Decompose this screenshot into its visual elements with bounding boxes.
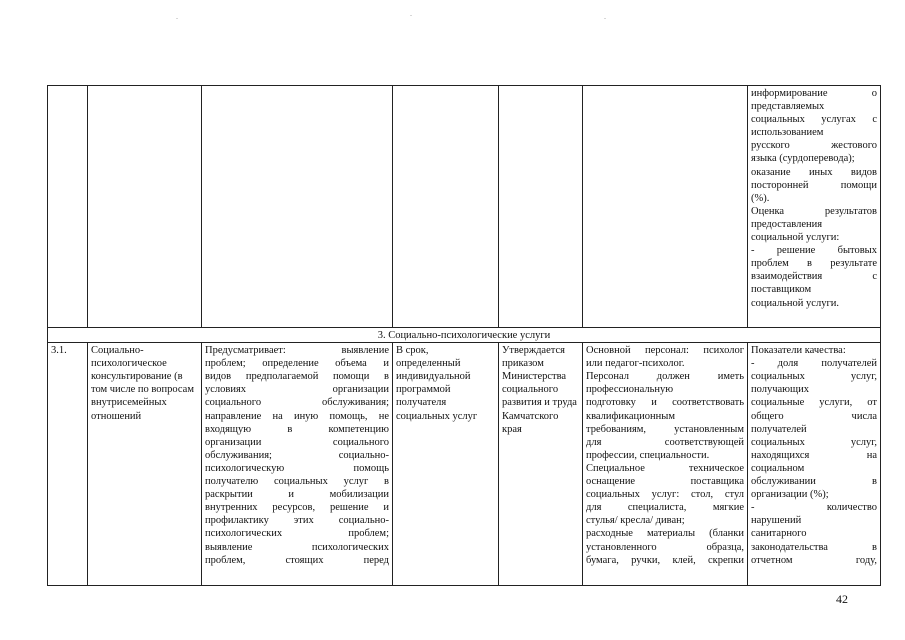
scan-speck: . [604, 12, 606, 21]
text-line: обслуживании в [751, 476, 877, 488]
text-line: квалификационным [586, 410, 675, 422]
text-line: оснащение поставщика [586, 476, 744, 488]
service-number: 3.1. [48, 343, 88, 586]
text-line: для специалиста, мягкие [586, 502, 744, 514]
text-line: социальные услуги, от [751, 397, 877, 409]
text-line: - количество [751, 502, 877, 514]
text-line: социальных услугах с [751, 114, 877, 126]
service-name: Социально-психологическое консультирование (в том числе по вопросам внутрисемейных отношений [88, 343, 202, 586]
service-indicators [748, 343, 881, 586]
service-row [48, 343, 881, 586]
text-line: находящихся на [751, 449, 877, 461]
text-line: языка (сурдоперевода); [751, 153, 855, 165]
text-line: использованием [751, 127, 824, 139]
text-line: представляемых [751, 101, 825, 113]
text-line: Предусматривает: выявление [205, 345, 389, 357]
cell-number [48, 86, 88, 328]
scan-speck: . [176, 12, 178, 21]
service-conditions [583, 343, 748, 586]
text-line: Основной персонал: психолог [586, 345, 744, 357]
text-line: входящую в компетенцию [205, 423, 389, 435]
text-line: санитарного [751, 528, 807, 540]
text-line: оказание иных видов [751, 166, 877, 178]
cell-indicators [748, 86, 881, 328]
text-line: получающих [751, 384, 809, 396]
text-line: подготовку и соответствовать [586, 397, 744, 409]
text-line: выявление психологических [205, 541, 389, 553]
text-line: общего числа [751, 410, 877, 422]
text-line: профессии, специальности. [586, 449, 710, 461]
cell-description [202, 86, 393, 328]
text-line: установленного образца, [586, 541, 744, 553]
text-line: информирование о [751, 88, 877, 99]
page-number: 42 [836, 592, 848, 606]
text-line: проблем в результате [751, 258, 877, 270]
text-line: раскрытии и мобилизации [205, 489, 389, 501]
text-line: поставщиком [751, 284, 812, 296]
text-line: требованиям, установленным [586, 423, 744, 435]
text-line: (%). [751, 192, 770, 204]
text-line: профессиональную [586, 384, 674, 396]
text-line: проблем, стоящих перед [205, 554, 389, 566]
text-line: Оценка результатов [751, 205, 877, 217]
text-line: социальных услуг: стол, стул [586, 489, 744, 501]
text-line: социальном [751, 462, 805, 474]
text-line: Показатели качества: [751, 345, 846, 357]
continuation-row [48, 86, 881, 328]
cell-conditions [583, 86, 748, 328]
indicators-text [751, 87, 877, 310]
text-line: проблем; определение объема и [205, 358, 389, 370]
text-line: отчетном году, [751, 554, 877, 566]
text-line: психологическую помощь [205, 462, 389, 474]
text-line: условиях организации [205, 384, 389, 396]
text-line: организации (%); [751, 489, 829, 501]
text-line: предоставления [751, 218, 823, 230]
section-row [48, 328, 881, 343]
cell-tariff [499, 86, 583, 328]
text-line: русского жестового [751, 140, 877, 152]
text-line: социальной услуги. [751, 297, 839, 309]
text-line: видов предполагаемой помощи в [205, 371, 389, 383]
text-line: социального обслуживания; [205, 397, 389, 409]
text-line: расходные материалы (бланки [586, 528, 744, 540]
cell-term [393, 86, 499, 328]
text-line: организации социального [205, 436, 389, 448]
text-line: стулья/ кресла/ диван; [586, 515, 685, 527]
text-line: социальных услуг, [751, 371, 877, 383]
text-line: профилактику этих социально- [205, 515, 389, 527]
text-line: законодательства в [751, 541, 877, 553]
services-table [47, 85, 881, 586]
text-line: Персонал должен иметь [586, 371, 744, 383]
text-line: психологических проблем; [205, 528, 389, 540]
cell-name [88, 86, 202, 328]
text-line: обслуживания; социально- [205, 449, 389, 461]
text-line: получателю социальных услуг в [205, 476, 389, 488]
text-line: направление на иную помощь, не [205, 410, 389, 422]
scan-speck: . [410, 9, 412, 18]
text-line: получателей [751, 423, 807, 435]
text-line: или педагог-психолог. [586, 358, 685, 370]
text-line: для соответствующей [586, 436, 744, 448]
text-line: внутренних ресурсов, решение и [205, 502, 389, 514]
text-line: посторонней помощи [751, 179, 877, 191]
text-line: социальной услуги: [751, 232, 840, 244]
section-title: 3. Социально-психологические услуги [48, 328, 881, 343]
text-line: социальных услуг, [751, 436, 877, 448]
text-line: - решение бытовых [751, 245, 877, 257]
text-line: нарушений [751, 515, 802, 527]
text-line: Специальное техническое [586, 462, 744, 474]
service-description [202, 343, 393, 586]
service-tariff: Утверждается приказом Министерства социального развития и труда Камчатского края [499, 343, 583, 586]
service-term: В срок, определенный индивидуальной программой получателя социальных услуг [393, 343, 499, 586]
text-line: - доля получателей [751, 358, 877, 370]
text-line: взаимодействия с [751, 271, 877, 283]
text-line: бумага, ручки, клей, скрепки [586, 554, 744, 566]
